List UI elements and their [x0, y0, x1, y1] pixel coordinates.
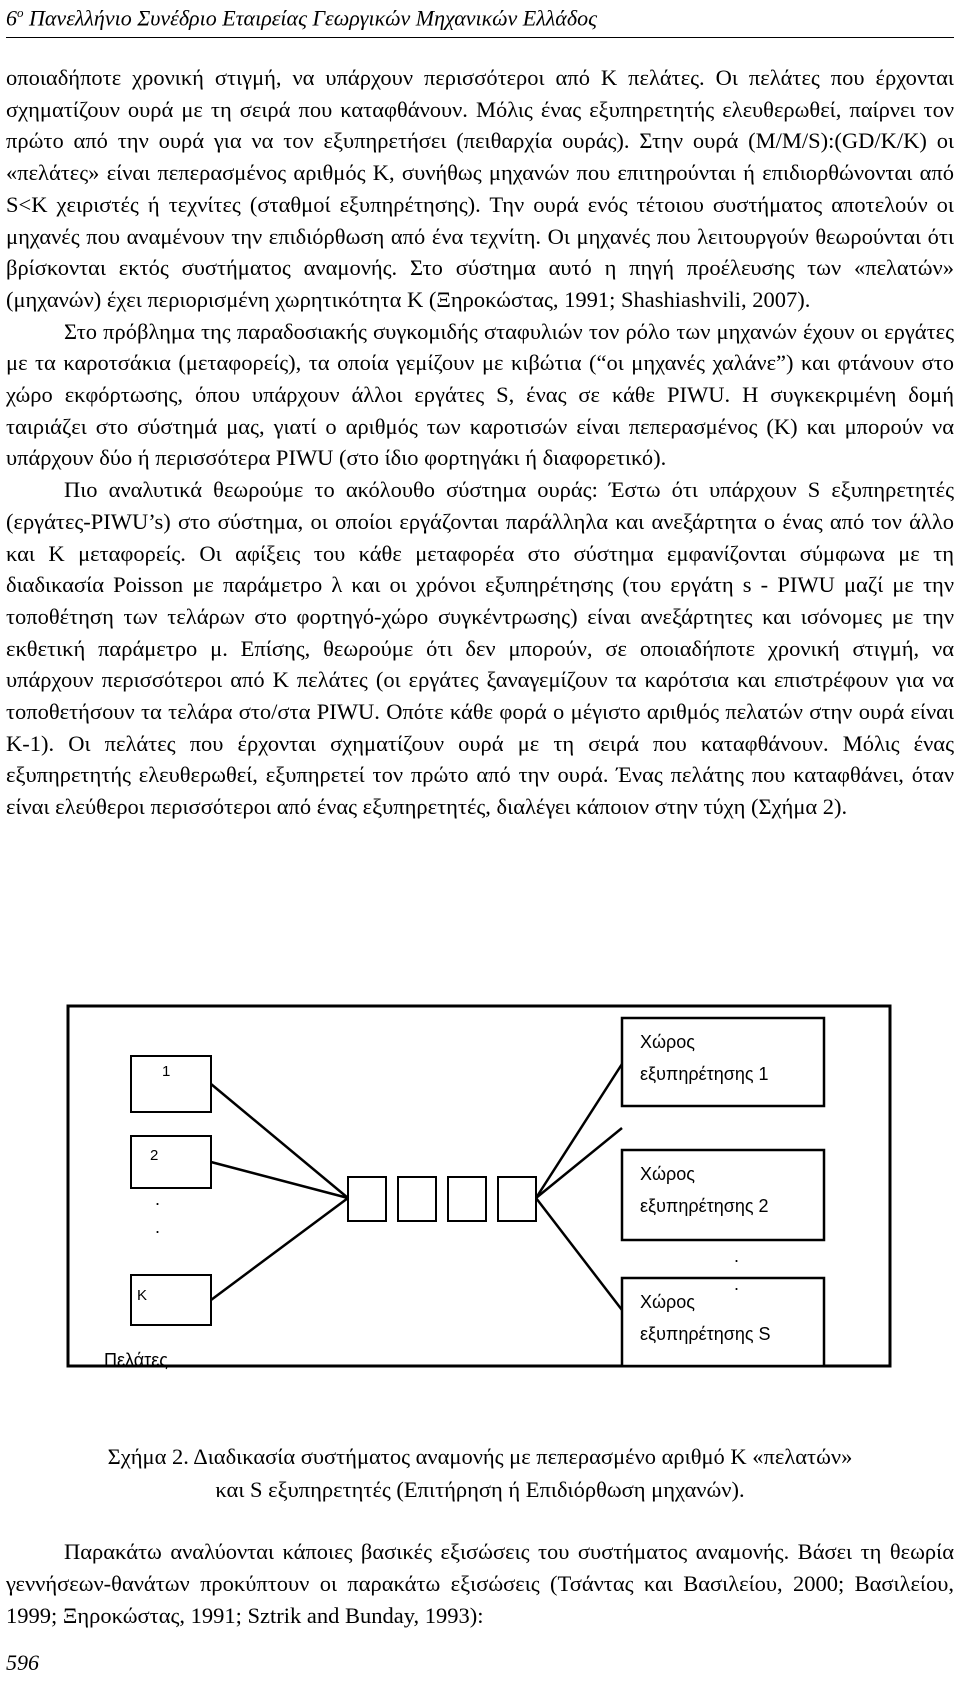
figure-2 [0, 1000, 960, 1420]
customers-caption: Πελάτες [104, 1350, 168, 1370]
queue-slot-4 [498, 1177, 536, 1221]
queue-slot-3 [448, 1177, 486, 1221]
server-s-line2: εξυπηρέτησης S [640, 1324, 771, 1344]
paragraph-1: οποιαδήποτε χρονική στιγμή, να υπάρχουν περισσότεροι από K πελάτες. Οι πελάτες που έρχονται σχηματίζουν ουρά με τη σειρά που καταφθάνουν. Μόλις ένας εξυπηρετητής ελευθερωθεί, παίρνει τον πρώτο από την ουρά για να τον εξυπηρετήσει (πειθαρχία ουράς). Στην ουρά (M/M/S):(GD/K/K) οι «πελάτες» είναι πεπερασμένος αριθμός K, συνήθως μηχανών που επιτηρούνται ή επιδιορθώνονται από S<K χειριστές ή τεχνίτες (σταθμοί εξυπηρέτησης). Την ουρά ενός τέτοιου συστήματος αποτελούν οι μηχανές που αναμένουν την επιδιόρθωση από ένα τεχνίτη. Οι μηχανές που λειτουργούν θεωρούνται ότι βρίσκονται εκτός συστήματος αναμονής. Στο σύστημα αυτό η πηγή προέλευσης των «πελατών» (μηχανών) έχει περιορισμένη χωρητικότητα K (Ξηροκώστας, 1991; Shashiashvili, 2007). [6, 65, 954, 312]
server-dot-2: . [734, 1274, 740, 1294]
ordinal-suffix: ο [17, 5, 24, 20]
paragraph-3: Πιο αναλυτικά θεωρούμε το ακόλουθο σύστημα ουράς: Έστω ότι υπάρχουν S εξυπηρετητές (εργάτες-PIWU’s) στο σύστημα, οι οποίοι εργάζονται παράλληλα και ανεξάρτητα ο ένας από τον άλλο και K μεταφορείς. Οι αφίξεις του κάθε μεταφορέα στο σύστημα εμφανίζονται σύμφωνα με τη διαδικασία Poisson με παράμετρο λ και οι χρόνοι εξυπηρέτησης (του εργάτη s - PIWU μαζί με την τοποθέτηση των τελάρων στο φορτηγό-χώρο συγκέντρωσης) είναι ανεξάρτητες και ισόνομες με την εκθετική παράμετρο μ. Επίσης, θεωρούμε ότι δεν μπορούν, σε οποιαδήποτε χρονική στιγμή, να υπάρχουν περισσότεροι από K πελάτες (οι εργάτες ξαναγεμίζουν τα καρότσια και επιστρέφουν για να τοποθετήσουν τα τελάρα στο/στα PIWU. Οπότε κάθε φορά ο μέγιστο αριθμός πελατών στην ουρά είναι K-1). Οι πελάτες που έρχονται σχηματίζουν ουρά με τη σειρά που καταφθάνουν. Μόλις ένας εξυπηρετητής ελευθερωθεί, εξυπηρετεί τον πρώτο από την ουρά. Ένας πελάτης που καταφθάνει, όταν είναι ελεύθεροι περισσότεροι από ένας εξυπηρετητές, διαλέγει κάποιον στην τύχη (Σχήμα 2). [6, 477, 954, 820]
customer-box-1 [131, 1056, 211, 1112]
departure-line-2 [536, 1128, 622, 1198]
conference-number: 6 [6, 5, 17, 31]
server-1-line1: Χώρος [640, 1032, 695, 1052]
departure-line-s [536, 1198, 622, 1310]
conference-title: Πανελλήνιο Συνέδριο Εταιρείας Γεωργικών Μηχανικών Ελλάδος [29, 5, 597, 31]
closing-text [6, 1536, 954, 1632]
caption-line-2: και S εξυπηρετητές (Επιτήρηση ή Επιδιόρθωση μηχανών). [215, 1477, 745, 1502]
paragraph-2: Στο πρόβλημα της παραδοσιακής συγκομιδής σταφυλιών τον ρόλο των μηχανών έχουν οι εργάτες με τα καροτσάκια (μεταφορείς), τα οποία γεμίζουν με κιβώτια (“οι μηχανές χαλάνε”) και φτάνουν στο χώρο εκφόρτωσης, όπου υπάρχουν άλλοι εργάτες S, ένας σε κάθε PIWU. Η συγκεκριμένη δομή ταιριάζει στο σύστημά μας, γιατί ο αριθμός των καροτισών είναι πεπερασμένος (K) και μπορούν να υπάρχουν δύο ή περισσότερα PIWU (στο ίδιο φορτηγάκι ή διαφορετικό). [6, 318, 954, 471]
server-dot-1: . [734, 1246, 740, 1266]
running-header [6, 0, 954, 38]
server-1-line2: εξυπηρέτησης 1 [640, 1064, 769, 1084]
customer-dot-1: . [155, 1189, 161, 1209]
server-2-line2: εξυπηρέτησης 2 [640, 1196, 769, 1216]
server-2-line1: Χώρος [640, 1164, 695, 1184]
paragraph-4: Παρακάτω αναλύονται κάποιες βασικές εξισώσεις του συστήματος αναμονής. Βάσει τη θεωρία γεννήσεων-θανάτων προκύπτουν οι παρακάτω εξισώσεις (Τσάντας και Βασιλείου, 2000; Βασιλείου, 1999; Ξηροκώστας, 1991; Sztrik and Bunday, 1993): [6, 1539, 954, 1628]
departure-line-1 [536, 1064, 622, 1198]
page-number: 596 [6, 1650, 39, 1675]
customer-dot-2: . [155, 1217, 161, 1237]
queue-slot-2 [398, 1177, 436, 1221]
customer-label-2: 2 [150, 1147, 159, 1164]
customer-box-2 [131, 1136, 211, 1188]
customer-label-k: K [137, 1287, 148, 1304]
figure-caption [6, 1440, 954, 1506]
server-s-line1: Χώρος [640, 1292, 695, 1312]
queue-slot-1 [348, 1177, 386, 1221]
main-text [6, 62, 954, 823]
customer-label-1: 1 [162, 1063, 171, 1080]
caption-line-1: Σχήμα 2. Διαδικασία συστήματος αναμονής με πεπερασμένο αριθμό K «πελατών» [107, 1444, 853, 1469]
arrival-line-k [211, 1198, 348, 1300]
